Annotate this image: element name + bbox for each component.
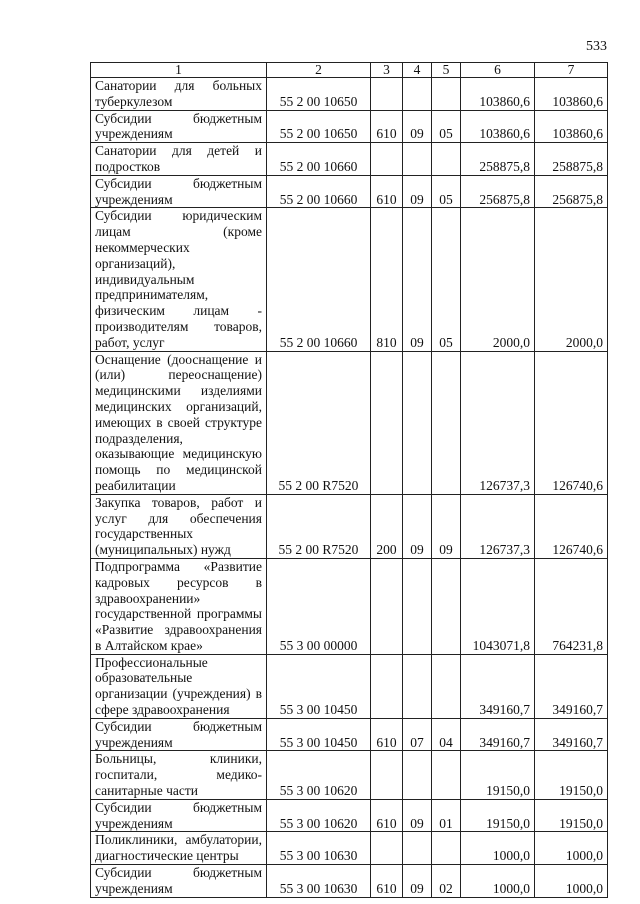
row-expense-type [371,654,403,718]
row-amount-1: 1000,0 [461,865,535,898]
table-row [91,208,608,351]
row-section [403,78,432,111]
row-amount-1: 126737,3 [461,494,535,558]
budget-table [90,62,608,898]
row-name: Субсидии бюджетным учреждениям [91,718,267,751]
row-amount-1: 349160,7 [461,654,535,718]
table-row [91,175,608,208]
row-section [403,351,432,494]
row-subsection: 01 [432,799,461,832]
row-amount-1: 2000,0 [461,208,535,351]
row-code: 55 3 00 10630 [267,832,371,865]
row-code: 55 3 00 10450 [267,718,371,751]
row-code: 55 3 00 10620 [267,799,371,832]
row-amount-2: 256875,8 [535,175,608,208]
row-code: 55 2 00 R7520 [267,351,371,494]
row-subsection [432,832,461,865]
row-code: 55 3 00 10450 [267,654,371,718]
table-row [91,799,608,832]
header-col-6: 6 [461,63,535,78]
header-row [91,63,608,78]
row-section: 09 [403,865,432,898]
row-expense-type: 610 [371,175,403,208]
row-expense-type [371,78,403,111]
row-subsection [432,78,461,111]
row-name: Закупка товаров, работ и услуг для обеспечения государственных (муниципальных) нужд [91,494,267,558]
row-amount-2: 2000,0 [535,208,608,351]
table-row [91,78,608,111]
row-name: Поликлиники, амбулатории, диагностические центры [91,832,267,865]
row-name: Больницы, клиники, госпитали, медико-санитарные части [91,751,267,799]
row-name: Профессиональные образовательные организации (учреждения) в сфере здравоохранения [91,654,267,718]
table-row [91,110,608,143]
row-code: 55 2 00 R7520 [267,494,371,558]
row-section: 07 [403,718,432,751]
row-amount-1: 349160,7 [461,718,535,751]
row-code: 55 2 00 10660 [267,143,371,176]
row-expense-type: 200 [371,494,403,558]
table-row [91,143,608,176]
row-name: Субсидии бюджетным учреждениям [91,175,267,208]
row-subsection [432,558,461,654]
row-expense-type [371,143,403,176]
row-subsection: 02 [432,865,461,898]
row-amount-2: 349160,7 [535,654,608,718]
row-subsection: 05 [432,110,461,143]
row-name: Субсидии бюджетным учреждениям [91,110,267,143]
row-name: Субсидии бюджетным учреждениям [91,865,267,898]
row-amount-2: 349160,7 [535,718,608,751]
table-row [91,718,608,751]
header-col-5: 5 [432,63,461,78]
row-section [403,558,432,654]
row-amount-2: 764231,8 [535,558,608,654]
row-amount-1: 103860,6 [461,110,535,143]
row-subsection [432,654,461,718]
header-col-3: 3 [371,63,403,78]
header-col-7: 7 [535,63,608,78]
row-subsection: 09 [432,494,461,558]
row-section: 09 [403,110,432,143]
row-section: 09 [403,799,432,832]
row-expense-type: 610 [371,865,403,898]
row-amount-2: 103860,6 [535,78,608,111]
row-amount-1: 19150,0 [461,751,535,799]
row-section: 09 [403,175,432,208]
row-amount-1: 256875,8 [461,175,535,208]
row-subsection: 04 [432,718,461,751]
row-code: 55 2 00 10660 [267,175,371,208]
row-name: Санатории для детей и подростков [91,143,267,176]
row-expense-type: 610 [371,799,403,832]
row-section [403,751,432,799]
row-amount-1: 258875,8 [461,143,535,176]
header-col-2: 2 [267,63,371,78]
row-code: 55 3 00 10620 [267,751,371,799]
row-name: Субсидии юридическим лицам (кроме некоммерческих организаций), индивидуальным предпринимателям, физическим лицам - производителям товаров, работ, услуг [91,208,267,351]
table-row [91,494,608,558]
page-number: 533 [586,39,607,54]
table-row [91,832,608,865]
row-name: Санатории для больных туберкулезом [91,78,267,111]
row-expense-type: 610 [371,718,403,751]
table-row [91,654,608,718]
row-name: Субсидии бюджетным учреждениям [91,799,267,832]
row-code: 55 2 00 10650 [267,78,371,111]
row-expense-type: 810 [371,208,403,351]
row-name: Оснащение (дооснащение и (или) переоснащение) медицинскими изделиями медицинских организаций, имеющих в своей структуре подразделения, оказывающие медицинскую помощь по медицинской реабилитации [91,351,267,494]
row-code: 55 2 00 10650 [267,110,371,143]
row-subsection: 05 [432,208,461,351]
row-subsection [432,351,461,494]
row-expense-type [371,351,403,494]
row-expense-type: 610 [371,110,403,143]
row-code: 55 3 00 10630 [267,865,371,898]
row-amount-2: 126740,6 [535,351,608,494]
table-row [91,351,608,494]
row-amount-2: 19150,0 [535,751,608,799]
row-section: 09 [403,208,432,351]
row-subsection: 05 [432,175,461,208]
row-amount-1: 1043071,8 [461,558,535,654]
row-section [403,832,432,865]
table-row [91,751,608,799]
row-name: Подпрограмма «Развитие кадровых ресурсов в здравоохранении» государственной программы «Развитие здравоохранения в Алтайском крае» [91,558,267,654]
row-subsection [432,751,461,799]
table-row [91,558,608,654]
header-col-1: 1 [91,63,267,78]
table-row [91,865,608,898]
row-amount-2: 1000,0 [535,865,608,898]
row-amount-2: 258875,8 [535,143,608,176]
row-amount-2: 126740,6 [535,494,608,558]
header-col-4: 4 [403,63,432,78]
row-section: 09 [403,494,432,558]
row-amount-1: 126737,3 [461,351,535,494]
row-amount-2: 1000,0 [535,832,608,865]
row-section [403,654,432,718]
row-code: 55 3 00 00000 [267,558,371,654]
row-amount-2: 19150,0 [535,799,608,832]
row-section [403,143,432,176]
row-amount-1: 103860,6 [461,78,535,111]
row-amount-2: 103860,6 [535,110,608,143]
row-expense-type [371,832,403,865]
row-expense-type [371,751,403,799]
row-code: 55 2 00 10660 [267,208,371,351]
row-amount-1: 1000,0 [461,832,535,865]
row-subsection [432,143,461,176]
row-amount-1: 19150,0 [461,799,535,832]
row-expense-type [371,558,403,654]
